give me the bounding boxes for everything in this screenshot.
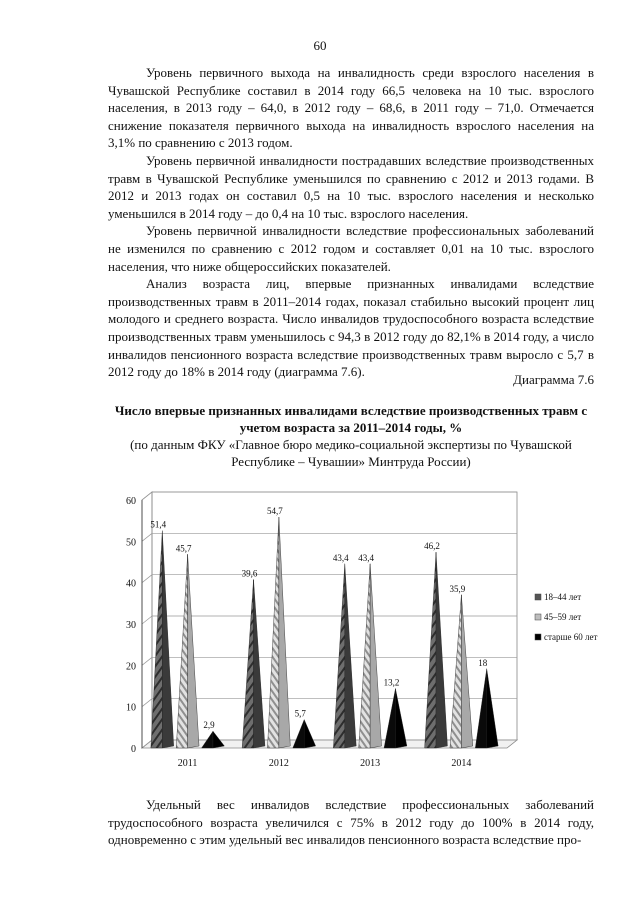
bar <box>293 720 304 748</box>
data-label: 43,4 <box>332 552 349 563</box>
x-tick-label: 2012 <box>268 758 289 769</box>
chart-subtitle: (по данным ФКУ «Главное бюро медико-социальной экспертизы по Чувашской Республике – Чувашии» Минтруда России) <box>130 437 572 469</box>
data-label: 46,2 <box>424 541 440 552</box>
paragraph: Уровень первичной инвалидности пострадавших вследствие производственных травм в Чувашской Республике уменьшился по сравнению с 2012 и 2013 годами. В 2012 и 2013 годах он составил 0,5 на 10 тыс. взрослого населения и несколько уменьшился в 2014 году – до 0,4 на 10 тыс. взрослого населения. <box>108 152 594 221</box>
data-label: 5,7 <box>294 708 306 719</box>
bar <box>151 531 162 748</box>
bar <box>242 580 253 748</box>
bar <box>384 689 395 748</box>
data-label: 35,9 <box>449 583 466 594</box>
gridline-side <box>142 699 152 707</box>
y-tick-label: 30 <box>126 620 136 631</box>
chart-title <box>108 402 594 470</box>
paragraph: Удельный вес инвалидов вследствие профессиональных заболеваний трудоспособного возраста увеличился с 75% в 2012 году до 100% в 2014 году, одновременно с этим удельный вес инвалидов пенсионного возраста вследствие про- <box>108 797 594 848</box>
paragraph: Уровень первичного выхода на инвалидность среди взрослого населения в Чувашской Республике составил в 2014 году 66,5 человека на 10 тыс. взрослого населения, в 2013 году – 64,0, в 2012 году – 68,6, в 2011 году – 71,0. Отмечается снижение показателя первичного выхода на инвалидность взрослого населения на 3,1% по сравнению с 2013 годом. <box>108 65 594 151</box>
legend-swatch <box>535 634 541 640</box>
legend-swatch <box>535 614 541 620</box>
bar <box>475 669 486 748</box>
page-number: 60 <box>313 38 327 53</box>
y-tick-label: 40 <box>126 578 136 590</box>
bar-side <box>370 564 381 748</box>
data-label: 43,4 <box>358 552 374 563</box>
x-tick-label: 2011 <box>177 758 198 769</box>
y-tick-label: 60 <box>126 496 136 507</box>
data-label: 18 <box>478 657 488 668</box>
data-label: 39,6 <box>241 568 258 579</box>
data-label: 54,7 <box>267 506 283 517</box>
bar <box>359 564 370 748</box>
x-tick-label: 2013 <box>360 758 381 769</box>
bar-side <box>188 554 199 748</box>
top-text <box>108 64 594 381</box>
gridline-side <box>142 616 152 624</box>
data-label: 13,2 <box>383 677 400 688</box>
bar <box>176 554 187 748</box>
y-tick-label: 0 <box>131 744 136 755</box>
bar-chart <box>100 482 620 782</box>
diagram-label: Диаграмма 7.6 <box>513 372 594 387</box>
x-tick-label: 2014 <box>451 758 472 769</box>
bar <box>333 564 344 748</box>
bar-side <box>395 689 406 748</box>
gridline-side <box>142 657 152 665</box>
bar-side <box>345 564 356 748</box>
y-tick-label: 10 <box>126 702 136 714</box>
bar-side <box>162 531 173 748</box>
bar <box>267 517 278 748</box>
bottom-text <box>108 796 594 849</box>
paragraph: Анализ возраста лиц, впервые признанных инвалидами вследствие производственных травм в 2011–2014 годах, показал стабильно высокий процент лиц молодого и среднего возраста. Число инвалидов трудоспособного возраста вследствие производственных травм уменьшилось с 94,3 в 2012 году до 82,1% в 2014 году, а число инвалидов пенсионного возраста вследствие производственных травм выросло с 5,7 в 2012 году до 18% в 2014 году (диаграмма 7.6). <box>108 276 594 380</box>
bar-side <box>304 720 315 748</box>
legend-label: 45–59 лет <box>544 612 582 622</box>
gridline-side <box>142 533 152 541</box>
legend-label: 18–44 лет <box>544 592 582 602</box>
gridline-side <box>142 492 152 500</box>
data-label: 45,7 <box>175 543 192 554</box>
bar-side <box>279 517 290 748</box>
y-tick-label: 20 <box>126 661 136 673</box>
gridline-side <box>142 575 152 583</box>
legend-label: старше 60 лет <box>544 632 598 642</box>
chart-title-main: Число впервые признанных инвалидами вследствие производственных травм с учетом возраста за 2011–2014 годы, % <box>114 403 588 435</box>
bar <box>450 595 461 748</box>
bar-side <box>487 669 498 748</box>
bar-side <box>254 580 265 748</box>
bar <box>425 552 436 748</box>
paragraph: Уровень первичной инвалидности вследствие профессиональных заболеваний не изменился по сравнению с 2012 годом и составляет 0,01 на 10 тыс. взрослого населения, что ниже общероссийских показателей. <box>108 223 594 274</box>
bar-side <box>461 595 472 748</box>
bar-side <box>436 552 447 748</box>
data-label: 2,9 <box>203 720 215 731</box>
chart-area <box>100 482 620 782</box>
data-label: 51,4 <box>150 519 167 530</box>
legend-swatch <box>535 594 541 600</box>
y-tick-label: 50 <box>126 537 136 549</box>
